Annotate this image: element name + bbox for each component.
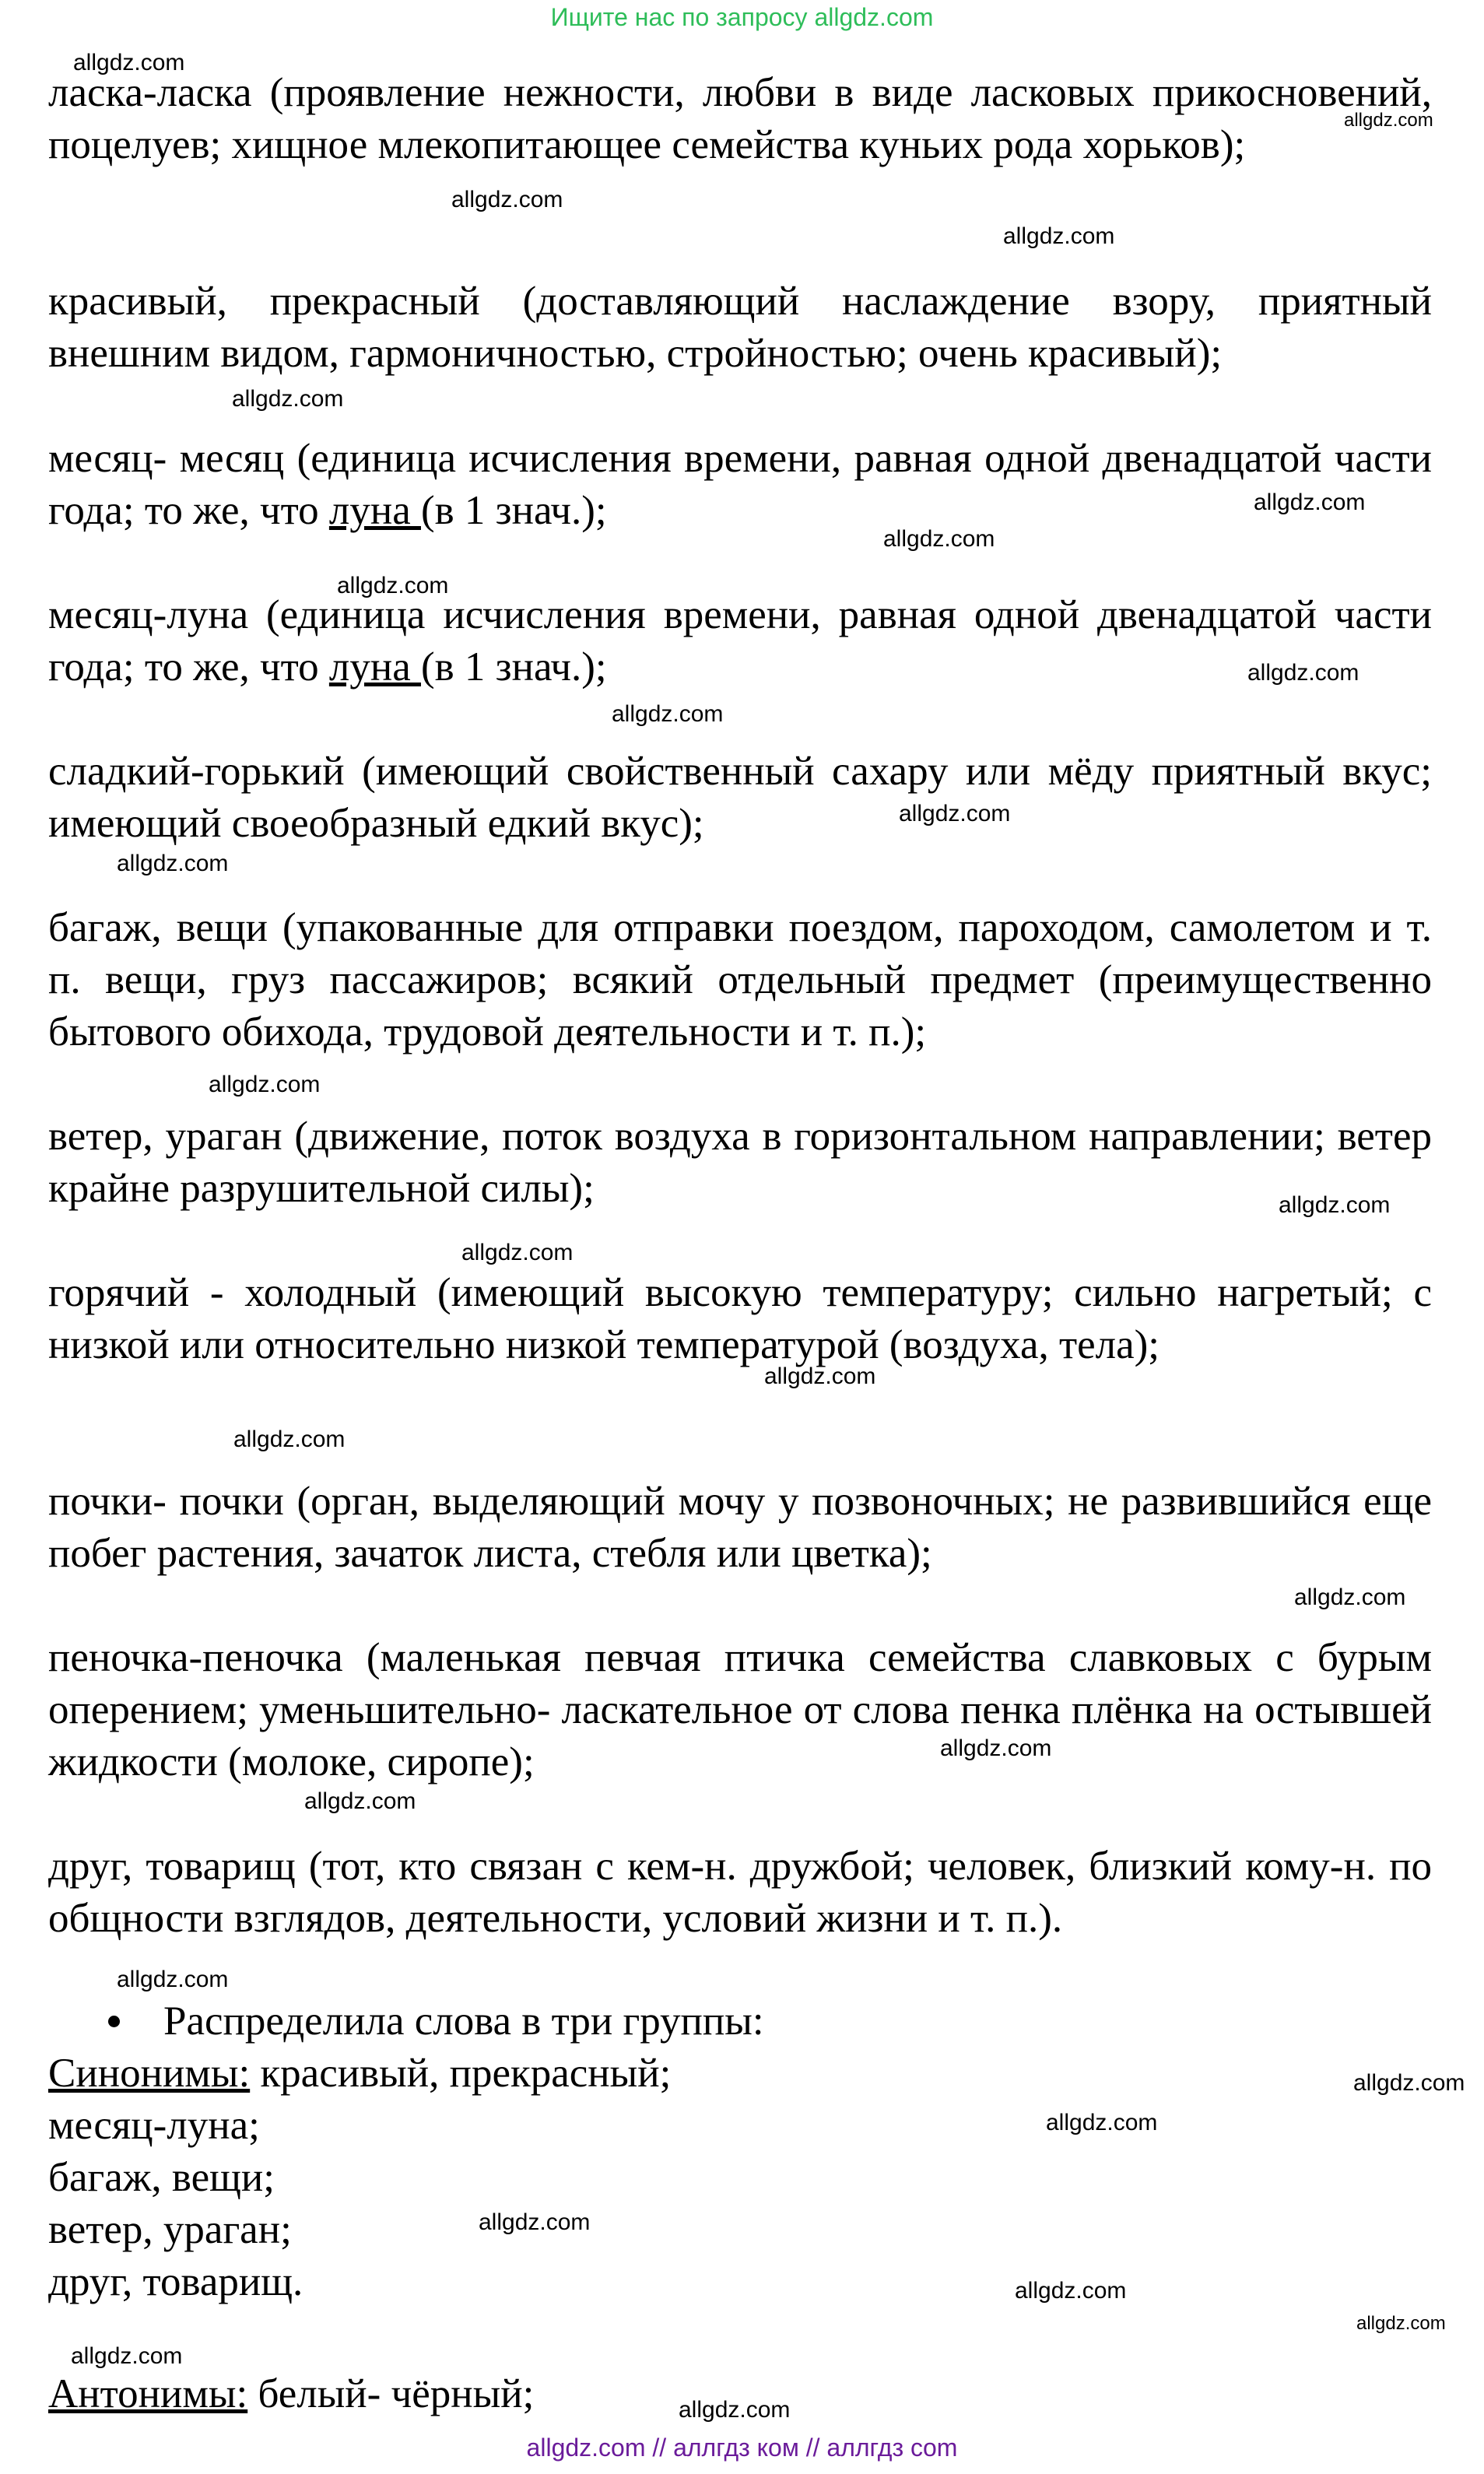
watermark: allgdz.com [304, 1788, 416, 1814]
bottom-banner[interactable]: allgdz.com // аллгдз ком // аллгдз com [526, 2434, 958, 2462]
watermark: allgdz.com [1046, 2110, 1158, 2135]
list-item: друг, товарищ. [48, 2259, 303, 2304]
watermark: allgdz.com [612, 701, 724, 727]
watermark: allgdz.com [117, 1967, 229, 1992]
watermark: allgdz.com [1294, 1584, 1406, 1610]
entry-goryachiy: горячий - холодный (имеющий высокую температуру; сильно нагретый; с низкой или относительно низкой температурой (воздуха, тела); [48, 1270, 1432, 1367]
watermark: allgdz.com [117, 851, 229, 876]
watermark: allgdz.com [1279, 1192, 1391, 1218]
watermark: allgdz.com [73, 50, 185, 75]
entry-text: месяц- месяц (единица исчисления времени, равная одной двенадцатой части года; то же, что [48, 436, 1432, 533]
antonyms-line [48, 2368, 534, 2420]
watermark: allgdz.com [451, 187, 563, 212]
watermark: allgdz.com [209, 1072, 321, 1097]
entry-veter: ветер, ураган (движение, поток воздуха в горизонтальном направлении; ветер крайне разрушительной силы); [48, 1114, 1432, 1211]
watermark: allgdz.com [940, 1735, 1052, 1761]
watermark: allgdz.com [233, 1426, 346, 1452]
entry-mesyats-luna [48, 589, 1432, 693]
underlined-word: луна [328, 644, 421, 690]
entry-text: (в 1 знач.); [420, 644, 607, 690]
watermark: allgdz.com [764, 1363, 876, 1389]
watermark: allgdz.com [1003, 223, 1115, 249]
watermark: allgdz.com [1015, 2278, 1127, 2304]
watermark: allgdz.com [1344, 110, 1433, 131]
entry-drug: друг, товарищ (тот, кто связан с кем-н. дружбой; человек, близкий кому-н. по общности взглядов, деятельности, условий жизни и т. п.). [48, 1844, 1432, 1941]
bullet-text: Распределила слова в три группы: [163, 1999, 764, 2044]
watermark: allgdz.com [1353, 2070, 1465, 2096]
synonyms-line [48, 2048, 671, 2100]
entry-sladkiy: сладкий-горький (имеющий свойственный сахару или мёду приятный вкус; имеющий своеобразный едкий вкус); [48, 749, 1432, 846]
list-item: месяц-луна; [48, 2103, 260, 2148]
antonyms-first: белый- чёрный; [247, 2371, 535, 2416]
entry-penochka: пеночка-пеночка (маленькая певчая птичка семейства славковых с бурым оперением; уменьшительно- ласкательное от слова пенка плёнка на остывшей жидкости (молоке, сиропе); [48, 1635, 1432, 1784]
entry-laska: ласка-ласка (проявление нежности, любви в виде ласковых прикосновений, поцелуев; хищное млекопитающее семейства куньих рода хорьков); [48, 70, 1432, 167]
watermark: allgdz.com [1254, 490, 1366, 515]
bullet-icon [108, 2016, 120, 2027]
watermark: allgdz.com [883, 526, 995, 552]
entry-pochki: почки- почки (орган, выделяющий мочу у позвоночных; не развившийся еще побег растения, зачаток листа, стебля или цветка); [48, 1479, 1432, 1576]
antonyms-label: Антонимы: [48, 2371, 248, 2416]
watermark: allgdz.com [461, 1240, 574, 1265]
underlined-word: луна [328, 488, 421, 533]
watermark: allgdz.com [71, 2343, 183, 2369]
entry-text: месяц-луна (единица исчисления времени, равная одной двенадцатой части года; то же, что [48, 592, 1432, 690]
watermark: allgdz.com [1356, 2313, 1446, 2334]
entry-mesyats-mesyats [48, 433, 1432, 537]
watermark: allgdz.com [232, 386, 344, 412]
entry-krasivyy: красивый, прекрасный (доставляющий наслаждение взору, приятный внешним видом, гармоничностью, стройностью; очень красивый); [48, 279, 1432, 376]
watermark: allgdz.com [1247, 660, 1359, 686]
watermark: allgdz.com [899, 801, 1011, 826]
list-item: ветер, ураган; [48, 2207, 292, 2252]
watermark: allgdz.com [479, 2209, 591, 2235]
entry-bagazh: багаж, вещи (упакованные для отправки поездом, пароходом, самолетом и т. п. вещи, груз пассажиров; всякий отдельный предмет (преимущественно бытового обихода, трудовой деятельности и т. п.); [48, 905, 1432, 1055]
entry-text: (в 1 знач.); [420, 488, 607, 533]
watermark: allgdz.com [337, 573, 449, 598]
top-banner[interactable]: Ищите нас по запросу allgdz.com [550, 3, 934, 31]
synonyms-label: Синонимы: [48, 2051, 251, 2096]
synonyms-first: красивый, прекрасный; [250, 2051, 672, 2096]
watermark: allgdz.com [679, 2397, 791, 2423]
list-item: багаж, вещи; [48, 2155, 275, 2200]
